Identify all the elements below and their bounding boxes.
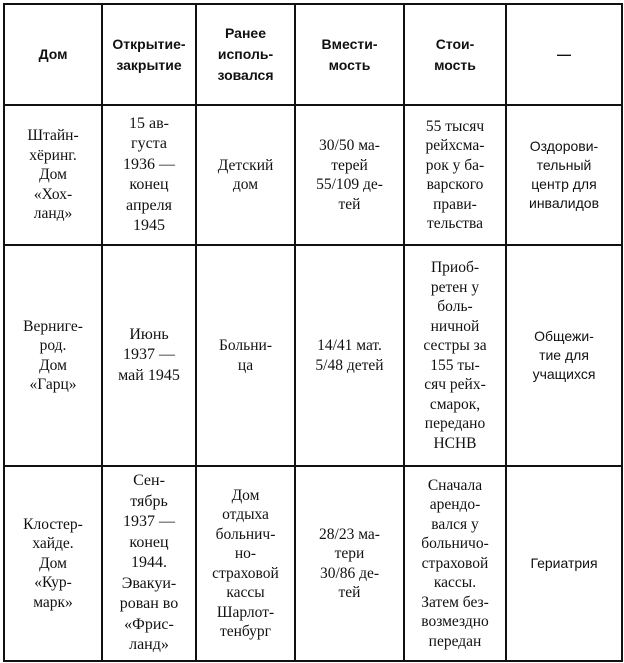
cell-line: дом <box>232 176 259 193</box>
cell-line: тей <box>338 584 361 601</box>
cell-line: Дом <box>39 166 67 184</box>
cell-line: Верниге- <box>23 317 83 335</box>
cell-line: 55 тысяч <box>425 117 485 135</box>
header-capacity <box>295 4 404 105</box>
cell-line: варского <box>426 176 484 193</box>
cell-period <box>102 105 196 245</box>
cell-line: Сен- <box>133 472 165 490</box>
cell-line: передан <box>428 632 482 650</box>
cell-house <box>4 105 102 245</box>
cell-line: прави- <box>433 195 477 213</box>
cell-prior-use <box>196 245 295 466</box>
cell-line: «Гарц» <box>29 376 77 393</box>
cell-line: хёринг. <box>29 146 77 164</box>
cell-current-use <box>506 105 622 245</box>
cell-cost <box>404 245 506 466</box>
cell-cost <box>404 466 506 661</box>
cell-line: Затем без- <box>421 593 489 611</box>
cell-line: зовался <box>217 67 274 83</box>
cell-line: тери <box>334 545 365 562</box>
cell-line: Стои- <box>435 35 475 52</box>
cell-line: Дом <box>39 356 67 374</box>
cell-line: 1944. <box>131 554 167 572</box>
cell-line: вался у <box>431 515 479 533</box>
cell-line: отдыха <box>222 506 269 523</box>
cell-line: Клостер- <box>23 515 83 533</box>
cell-line: 1945 <box>133 217 165 234</box>
cell-line: мость <box>434 56 476 73</box>
cell-line: густа <box>131 135 167 152</box>
cell-line: марк» <box>33 593 73 611</box>
cell-line: исполь- <box>217 46 274 62</box>
cell-line: смарок, <box>429 395 481 413</box>
cell-capacity <box>295 245 404 466</box>
cell-line: ретен у <box>430 278 480 296</box>
cell-line: Дом <box>231 486 260 504</box>
cell-line: 15 ав- <box>129 114 169 132</box>
cell-line: конец <box>129 533 169 551</box>
cell-line: «Кур- <box>34 574 72 592</box>
header-prior-use <box>196 4 295 105</box>
cell-line: род. <box>39 337 67 354</box>
cell-line: ничной <box>430 317 480 335</box>
cell-line: страховой <box>421 554 489 572</box>
cell-line: «Хох- <box>33 185 73 203</box>
cell-line: Открытие- <box>112 35 186 52</box>
cell-line: сяч рейх- <box>424 376 486 393</box>
cell-line: закрытие <box>116 56 182 73</box>
cell-line: 5/48 детей <box>315 356 384 374</box>
cell-line: 1937 — <box>123 513 175 531</box>
cell-line: центр для <box>531 176 597 192</box>
cell-line: рок у ба- <box>425 156 485 174</box>
cell-line: возмездно <box>421 613 489 631</box>
cell-line: 14/41 мат. <box>317 337 382 354</box>
cell-current-use <box>506 466 622 661</box>
header-current-use <box>506 4 622 105</box>
cell-line: Дом <box>39 554 67 572</box>
table-row <box>4 245 622 466</box>
cell-line: больнич- <box>215 525 276 543</box>
cell-line: 30/86 де- <box>319 564 380 582</box>
cell-line: Шарлот- <box>216 603 275 621</box>
cell-line: Гериатрия <box>530 555 598 571</box>
cell-line: арендо- <box>429 496 481 514</box>
cell-line: 30/50 ма- <box>319 137 380 154</box>
cell-line: тенбург <box>219 623 272 640</box>
cell-period <box>102 245 196 466</box>
cell-prior-use <box>196 466 295 661</box>
cell-line: — <box>557 46 571 62</box>
cell-cost <box>404 105 506 245</box>
cell-line: 28/23 ма- <box>319 525 380 543</box>
cell-capacity <box>295 105 404 245</box>
cell-line: страховой <box>212 564 279 582</box>
cell-line: Июнь <box>129 325 169 343</box>
houses-table <box>3 3 623 662</box>
cell-line: Больни- <box>218 337 272 354</box>
cell-line: 55/109 де- <box>316 176 383 193</box>
cell-line: «Фрис- <box>124 615 174 633</box>
header-period <box>102 4 196 105</box>
cell-line: боль- <box>437 298 473 315</box>
cell-line: тей <box>338 195 361 213</box>
cell-capacity <box>295 466 404 661</box>
cell-line: Штайн- <box>27 127 79 145</box>
cell-line: сестры за <box>423 337 487 354</box>
cell-house <box>4 245 102 466</box>
cell-current-use <box>506 245 622 466</box>
cell-line: 1936 — <box>123 155 175 173</box>
cell-prior-use <box>196 105 295 245</box>
cell-line: передано <box>424 415 486 432</box>
cell-line: май 1945 <box>118 366 180 384</box>
cell-line: кассы <box>226 584 265 601</box>
cell-line: рейхсмa- <box>425 137 485 154</box>
cell-line: тельства <box>426 215 484 232</box>
header-cost <box>404 4 506 105</box>
cell-line: ланд» <box>33 205 73 223</box>
table-row <box>4 466 622 661</box>
cell-line: мость <box>328 56 371 73</box>
cell-line: Приоб- <box>430 259 480 276</box>
cell-line: 155 ты- <box>430 356 480 374</box>
cell-line: Сначала <box>427 476 483 494</box>
cell-line: тельный <box>536 157 592 173</box>
cell-line: кассы. <box>433 574 477 592</box>
cell-line: 1937 — <box>123 346 175 364</box>
cell-house <box>4 466 102 661</box>
cell-line: конец <box>129 176 169 193</box>
cell-line: терей <box>331 156 368 174</box>
cell-line: больничо- <box>421 535 489 553</box>
cell-line: инвалидов <box>529 195 599 211</box>
header-house <box>4 4 102 105</box>
cell-period <box>102 466 196 661</box>
cell-line: Вмести- <box>321 35 378 52</box>
cell-line: Дом <box>38 46 68 62</box>
cell-line: Общежи- <box>534 328 594 344</box>
cell-line: Ранее <box>225 25 266 41</box>
cell-line: хайде. <box>32 535 74 553</box>
cell-line: НСНВ <box>433 434 477 452</box>
cell-line: Детский <box>217 156 274 174</box>
cell-line: ланд» <box>129 636 169 654</box>
table-row <box>4 105 622 245</box>
cell-line: учащихся <box>532 366 596 382</box>
cell-line: тябрь <box>130 492 168 510</box>
cell-line: но- <box>234 545 257 562</box>
cell-line: апреля <box>126 196 172 214</box>
header-row <box>4 4 622 105</box>
cell-line: Эвакуи- <box>121 574 177 592</box>
cell-line: тие для <box>539 347 589 363</box>
cell-line: ца <box>237 356 254 374</box>
cell-line: Оздорови- <box>529 138 599 154</box>
cell-line: рован во <box>119 595 179 613</box>
